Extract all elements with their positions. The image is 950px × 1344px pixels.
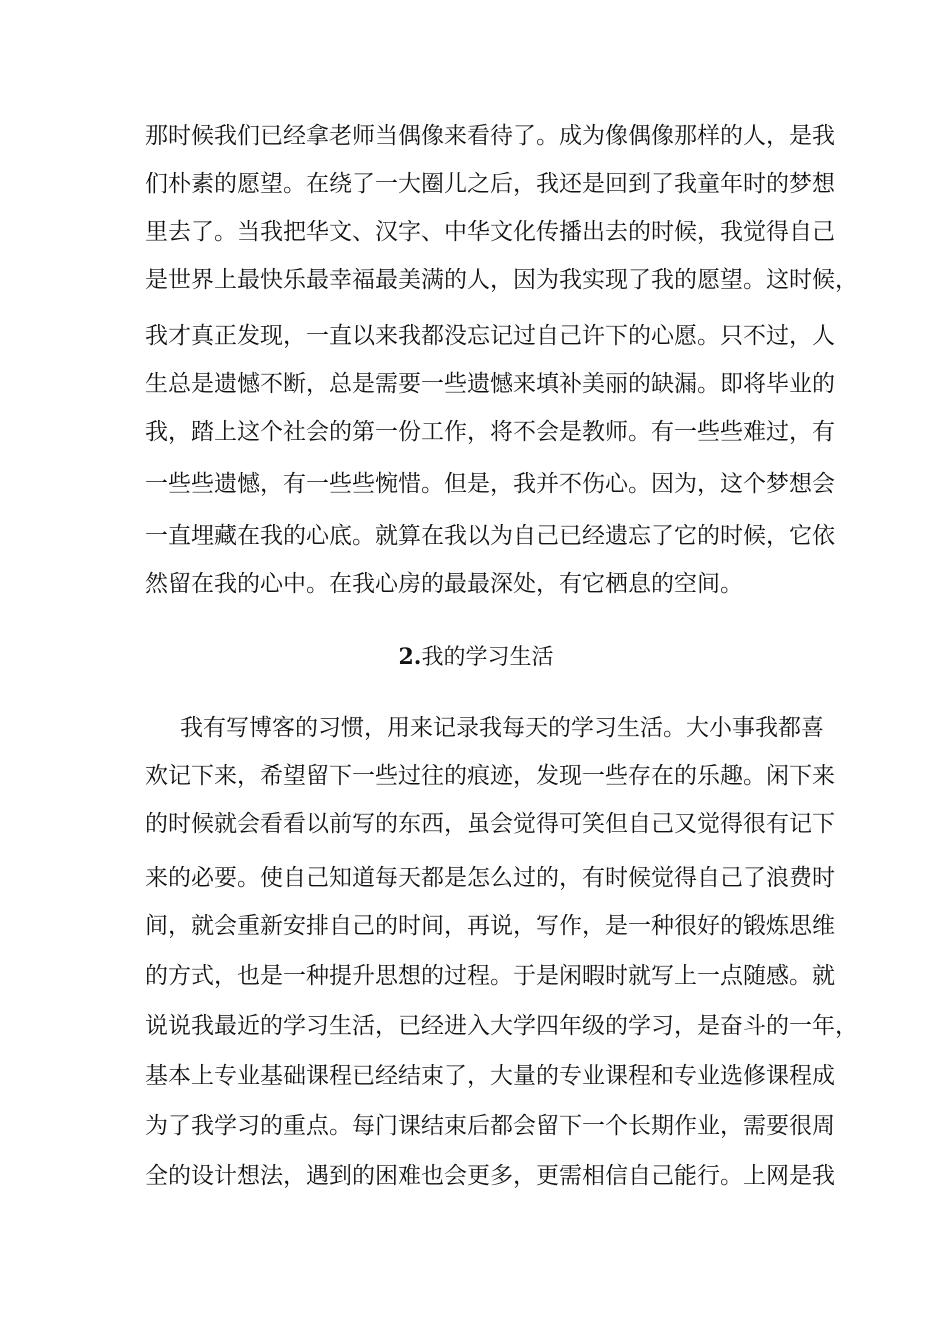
section-title: 我的学习生活 — [421, 645, 554, 670]
paragraph-2-line: 我有写博客的习惯，用来记录我每天的学习生活。大小事我都喜 — [180, 715, 824, 741]
paragraph-1-line: 里去了。当我把华文、汉字、中华文化传播出去的时候，我觉得自己 — [145, 219, 835, 245]
paragraph-2-line: 基本上专业基础课程已经结束了，大量的专业课程和专业选修课程成 — [145, 1063, 835, 1089]
paragraph-1-line: 那时候我们已经拿老师当偶像来看待了。成为像偶像那样的人，是我 — [145, 123, 835, 149]
paragraph-2-line: 全的设计想法，遇到的困难也会更多，更需相信自己能行。上网是我 — [145, 1163, 835, 1189]
paragraph-1-line: 一些些遗憾，有一些些惋惜。但是，我并不伤心。因为，这个梦想会 — [145, 471, 835, 497]
paragraph-1-line: 然留在我的心中。在我心房的最最深处，有它栖息的空间。 — [145, 571, 743, 597]
section-number: 2. — [398, 644, 422, 670]
section-heading — [145, 637, 807, 677]
paragraph-1-line: 是世界上最快乐最幸福最美满的人，因为我实现了我的愿望。这时候， — [145, 267, 858, 293]
paragraph-2-line: 为了我学习的重点。每门课结束后都会留下一个长期作业，需要很周 — [145, 1113, 835, 1139]
paragraph-1-line: 生总是遗憾不断，总是需要一些遗憾来填补美丽的缺漏。即将毕业的 — [145, 371, 835, 397]
paragraph-2-line: 的时候就会看看以前写的东西，虽会觉得可笑但自己又觉得很有记下 — [145, 811, 835, 837]
paragraph-2-line: 来的必要。使自己知道每天都是怎么过的，有时候觉得自己了浪费时 — [145, 865, 835, 891]
paragraph-2-line: 说说我最近的学习生活，已经进入大学四年级的学习，是奋斗的一年， — [145, 1013, 858, 1039]
paragraph-2-line: 间，就会重新安排自己的时间，再说，写作，是一种很好的锻炼思维 — [145, 913, 835, 939]
paragraph-2-line: 的方式，也是一种提升思想的过程。于是闲暇时就写上一点随感。就 — [145, 963, 835, 989]
paragraph-1-line: 我，踏上这个社会的第一份工作，将不会是教师。有一些些难过，有 — [145, 419, 835, 445]
paragraph-2-line: 欢记下来，希望留下一些过往的痕迹，发现一些存在的乐趣。闲下来 — [145, 763, 835, 789]
paragraph-1-line: 们朴素的愿望。在绕了一大圈儿之后，我还是回到了我童年时的梦想 — [145, 171, 835, 197]
paragraph-1-line: 一直埋藏在我的心底。就算在我以为自己已经遗忘了它的时候，它依 — [145, 523, 835, 549]
paragraph-1-line: 我才真正发现，一直以来我都没忘记过自己许下的心愿。只不过，人 — [145, 323, 835, 349]
